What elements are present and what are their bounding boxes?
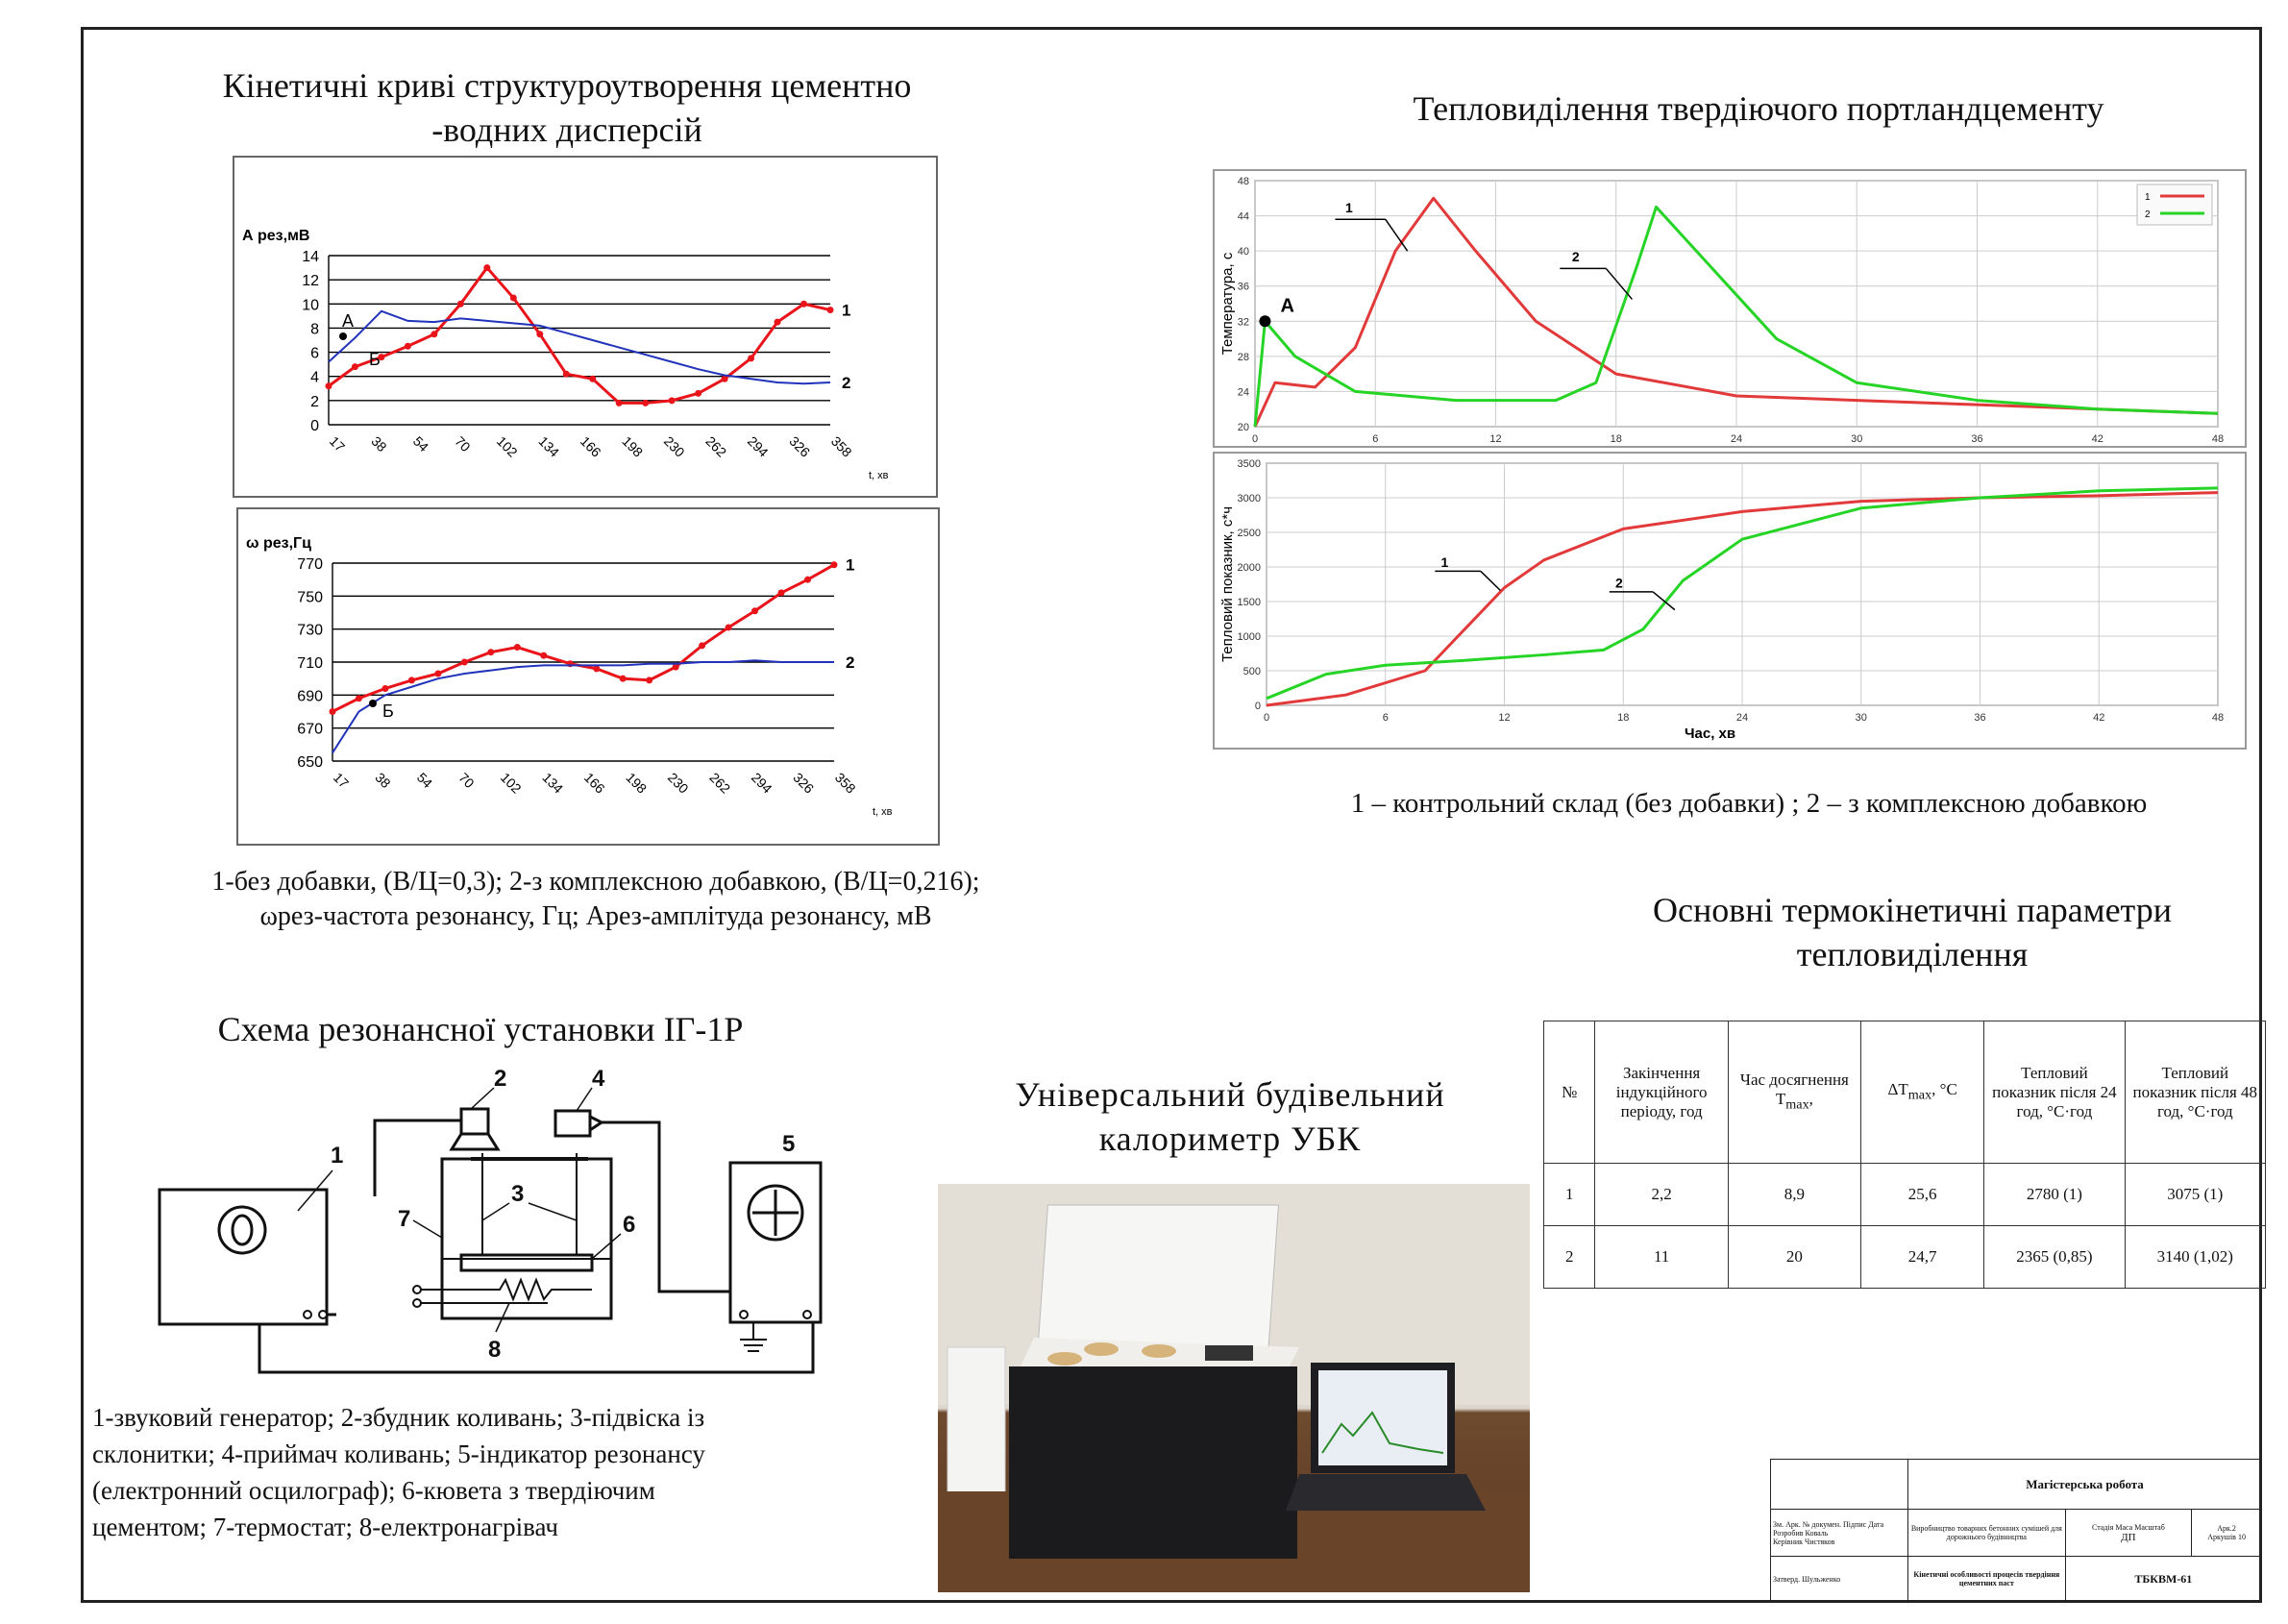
stamp-sheets-cell [2192, 1510, 2262, 1556]
scheme-label: 1 [331, 1143, 344, 1169]
params-cell: 2 [1544, 1226, 1595, 1289]
y-tick-label: 10 [302, 297, 319, 314]
scheme-label: 2 [494, 1067, 507, 1092]
params-header-dt-text: ΔT [1887, 1080, 1908, 1099]
x-tick-label: 12 [1498, 712, 1511, 724]
series-1-point [536, 331, 543, 337]
y-tick-label: 730 [297, 622, 323, 639]
params-cell: 2780 (1) [1984, 1164, 2125, 1226]
vibration-exciter [461, 1109, 488, 1134]
stamp-role: № докумен. [1802, 1519, 1842, 1529]
x-tick-label: 70 [455, 769, 478, 792]
photo-sample [1142, 1344, 1176, 1358]
legend-entry-label: 1 [2145, 192, 2151, 203]
stamp-role: Зм. [1773, 1519, 1784, 1529]
x-tick-label: 0 [1251, 433, 1259, 445]
series-1-point [646, 677, 652, 683]
y-tick-label: 750 [297, 589, 323, 606]
curve-1-label: 1 [1440, 554, 1449, 570]
title-block [1770, 1459, 2262, 1603]
annotation-b: Б [382, 701, 394, 721]
photo-sample [1084, 1342, 1119, 1356]
terminal [319, 1311, 327, 1318]
stamp-sheets-label: Аркушів 10 [2207, 1533, 2246, 1541]
series-1-point [751, 607, 758, 614]
leader-3a [482, 1203, 509, 1220]
scheme-caption-line3: (електронний осцилограф); 6-кювета з твердіючим [92, 1476, 655, 1505]
kinetic-caption-line2: ωрез-частота резонансу, Гц; Арез-амплітуда резонансу, мВ [259, 901, 932, 931]
stamp-approver-cell [1771, 1556, 1908, 1602]
params-cell: 24,7 [1861, 1226, 1984, 1289]
stamp-person-name: Коваль [1805, 1528, 1829, 1538]
stamp-person-role: Розробив [1773, 1528, 1804, 1538]
curve-1-label: 1 [1344, 199, 1353, 215]
title-block-table [1770, 1459, 2262, 1603]
stamp-scale-label: Масштаб [2134, 1522, 2165, 1532]
scheme-caption-line2: склонитки; 4-приймач коливань; 5-індикатор резонансу [92, 1439, 705, 1468]
scheme-label: 5 [782, 1131, 796, 1157]
x-axis-label: t, хв [873, 806, 893, 818]
x-tick-label: 294 [744, 432, 772, 460]
frequency-chart-box [236, 507, 940, 846]
leader-6 [592, 1234, 621, 1259]
y-tick-label: 20 [1237, 422, 1249, 433]
heat-caption: 1 – контрольний склад (без добавки) ; 2 – з комплексною добавкою [1350, 788, 2148, 819]
stamp-work-title: Магістерська робота [1908, 1460, 2262, 1510]
params-header-tmax-time [1728, 1021, 1860, 1164]
x-tick-label: 0 [1263, 712, 1270, 724]
stamp-sheet-label: Арк.2 [2217, 1524, 2236, 1533]
series-1-point [669, 397, 676, 404]
curve-2-label: 2 [1571, 249, 1580, 265]
calorimeter-title-line2: калориметр УБК [1098, 1120, 1362, 1158]
scheme-caption-line4: цементом; 7-термостат; 8-електронагрівач [92, 1513, 558, 1541]
scheme-label: 8 [488, 1337, 502, 1363]
x-tick-label: 6 [1382, 712, 1389, 724]
x-tick-label: 30 [1851, 433, 1863, 445]
series-1-point [408, 677, 415, 683]
series-1-point [726, 624, 732, 630]
kinetic-curves-title [154, 63, 980, 152]
calorimeter-photo [938, 1184, 1530, 1592]
annotation-b-point [369, 700, 377, 707]
params-table [1543, 1021, 2266, 1289]
x-tick-label: 134 [535, 432, 563, 460]
series-1-point [831, 561, 838, 568]
kinetic-title-line2: -водних дисперсій [431, 111, 702, 149]
curve-2-label: 2 [1615, 575, 1623, 591]
calorimeter-photo-illustration [938, 1184, 1530, 1592]
photo-sample [1047, 1352, 1082, 1366]
stamp-topic: Виробництво товарних бетонних сумішей для дорожнього будівництва [1908, 1510, 2066, 1556]
x-tick-label: 24 [1730, 433, 1743, 445]
series-1-point [431, 331, 437, 337]
y-tick-label: 2 [310, 393, 319, 410]
y-tick-label: 36 [1237, 281, 1249, 293]
x-tick-label: 18 [1617, 712, 1630, 724]
params-header-heat24: Тепловий показник після 24 год, °С·год [1984, 1021, 2125, 1164]
x-tick-label: 358 [827, 432, 855, 460]
amplitude-chart [234, 158, 936, 496]
stamp-person-name: Шульженко [1802, 1574, 1841, 1584]
frequency-chart [238, 509, 938, 844]
y-tick-label: 0 [310, 418, 319, 434]
y-axis-label: Тепловий показник, с*ч [1219, 505, 1236, 663]
leader-2 [471, 1088, 494, 1109]
params-header-no: № [1544, 1021, 1595, 1164]
x-tick-label: 54 [413, 769, 436, 792]
scheme-label: 4 [592, 1067, 605, 1092]
heat-index-chart [1215, 454, 2245, 748]
series-1-point [775, 319, 781, 326]
x-tick-label: 12 [1489, 433, 1502, 445]
y-tick-label: 8 [310, 321, 319, 338]
scheme-label: 7 [398, 1206, 411, 1232]
x-tick-label: 48 [2211, 433, 2225, 445]
y-tick-label: 3500 [1237, 458, 1261, 470]
series-1-point [461, 659, 468, 666]
cuvette [461, 1255, 592, 1270]
x-axis-label: t, хв [869, 470, 889, 481]
y-tick-label: 40 [1237, 246, 1249, 258]
series-1-point [616, 400, 623, 406]
params-header-row [1544, 1021, 2266, 1164]
params-header-dtmax [1861, 1021, 1984, 1164]
exciter-cone [452, 1134, 498, 1149]
x-tick-label: 102 [497, 769, 525, 797]
terminal [413, 1286, 421, 1293]
series-1-label: 1 [846, 555, 855, 575]
series-1-point [699, 642, 705, 649]
params-cell: 3075 (1) [2125, 1164, 2265, 1226]
y-tick-label: 24 [1237, 386, 1249, 399]
series-1-point [356, 695, 362, 701]
series-2-label: 2 [846, 653, 855, 672]
x-tick-label: 102 [493, 432, 521, 460]
series-2-label: 2 [842, 374, 851, 392]
params-title-line2: тепловиділення [1796, 935, 2029, 973]
stamp-blank [1771, 1460, 1908, 1510]
series-1-point [695, 390, 701, 397]
legend-entry-label: 2 [2145, 209, 2151, 220]
series-1-point [563, 371, 570, 378]
y-tick-label: 710 [297, 655, 323, 672]
leader-7 [413, 1220, 442, 1238]
scheme-caption [92, 1399, 880, 1545]
leader-4 [577, 1088, 592, 1111]
scheme-caption-line1: 1-звуковий генератор; 2-збудник коливань; 3-підвіска із [92, 1403, 705, 1432]
series-1-point [352, 363, 358, 370]
stamp-person-row [1773, 1529, 1906, 1538]
series-1-point [487, 649, 494, 655]
params-header-dt-sub: max [1907, 1087, 1932, 1103]
x-tick-label: 326 [790, 769, 818, 797]
x-tick-label: 166 [580, 769, 608, 797]
wire-receiver-indicator [602, 1122, 730, 1292]
stamp-person-role: Керівник [1773, 1537, 1804, 1546]
kinetic-caption-line1: 1-без добавки, (В/Ц=0,3); 2-з комплексною добавкою, (В/Ц=0,216); [211, 867, 980, 897]
x-tick-label: 262 [706, 769, 734, 797]
y-tick-label: 48 [1237, 176, 1249, 187]
params-title [1576, 888, 2249, 976]
x-tick-label: 38 [368, 432, 390, 455]
x-tick-label: 17 [330, 769, 353, 792]
heat-title: Тепловиділення твердіючого портландцементу [1413, 89, 2104, 128]
stamp-stage: ДП [2121, 1531, 2136, 1543]
x-tick-label: 134 [539, 769, 567, 797]
series-1-point [381, 685, 388, 692]
x-tick-label: 18 [1610, 433, 1622, 445]
kinetic-title-line1: Кінетичні криві структуроутворення цементно [222, 66, 912, 105]
y-tick-label: 670 [297, 721, 323, 738]
x-tick-label: 326 [786, 432, 814, 460]
x-tick-label: 198 [619, 432, 647, 460]
y-tick-label: 650 [297, 754, 323, 771]
stamp-stage-label: Стадія [2091, 1522, 2114, 1532]
x-tick-label: 230 [660, 432, 688, 460]
y-tick-label: 44 [1237, 210, 1249, 223]
electric-heater [413, 1280, 592, 1299]
params-cell: 25,6 [1861, 1164, 1984, 1226]
series-1-point [589, 376, 596, 382]
stamp-mass-label: Маса [2115, 1522, 2133, 1532]
params-cell: 1 [1544, 1164, 1595, 1226]
x-tick-label: 70 [452, 432, 474, 455]
stamp-stage-cell [2065, 1510, 2192, 1556]
stamp-person-row [1773, 1538, 1906, 1546]
scheme-title: Схема резонансної установки ІГ-1Р [217, 1010, 744, 1048]
y-tick-label: 1000 [1237, 631, 1261, 643]
photo-display [1205, 1345, 1253, 1361]
series-1-line [332, 565, 834, 712]
y-tick-label: 690 [297, 688, 323, 705]
series-1-line [329, 268, 830, 404]
y-axis-label: А рез,мВ [242, 228, 310, 244]
params-header-dt-unit: , °С [1931, 1080, 1957, 1099]
x-tick-label: 6 [1372, 433, 1379, 445]
y-tick-label: 500 [1242, 666, 1261, 677]
annotation-a: A [1280, 295, 1294, 317]
y-tick-label: 0 [1254, 701, 1261, 712]
y-tick-label: 32 [1237, 316, 1249, 329]
series-1-point [800, 301, 807, 308]
sound-generator [160, 1190, 327, 1324]
amplitude-chart-box [233, 156, 938, 498]
y-tick-label: 12 [302, 273, 319, 290]
x-tick-label: 36 [1971, 433, 1983, 445]
x-tick-label: 42 [2093, 712, 2105, 724]
series-1-point [778, 589, 785, 596]
x-tick-label: 42 [2091, 433, 2103, 445]
wire-ground-loop [259, 1322, 813, 1372]
x-tick-label: 38 [372, 769, 394, 792]
stamp-stage-labels [2068, 1523, 2190, 1532]
x-tick-label: 294 [748, 769, 775, 797]
params-cell: 2,2 [1595, 1164, 1728, 1226]
series-1-point [514, 644, 521, 651]
x-tick-label: 24 [1735, 712, 1749, 724]
params-row-2 [1544, 1226, 2266, 1289]
heat-index-chart-box [1213, 452, 2247, 750]
series-1-point [827, 307, 834, 313]
x-tick-label: 48 [2211, 712, 2225, 724]
series-1-point [434, 671, 441, 677]
photo-laptop-base [1286, 1474, 1486, 1511]
params-header-tmax-tail: , [1808, 1090, 1813, 1109]
series-1-label: 1 [842, 301, 851, 320]
y-tick-label: 2500 [1237, 528, 1261, 539]
y-tick-label: 2000 [1237, 562, 1261, 574]
series-1-point [642, 400, 649, 406]
photo-box-body [1009, 1366, 1297, 1559]
params-cell: 11 [1595, 1226, 1728, 1289]
series-2-line [332, 660, 834, 752]
annotation-b: Б [369, 350, 381, 369]
series-1-point [540, 652, 547, 659]
stamp-person-role: Затверд. [1773, 1574, 1801, 1584]
params-cell: 3140 (1,02) [2125, 1226, 2265, 1289]
x-tick-label: 358 [831, 769, 859, 797]
y-tick-label: 4 [310, 369, 319, 386]
stamp-role: Підпис [1843, 1519, 1867, 1529]
series-1-point [483, 264, 490, 271]
annotation-a: А [342, 311, 355, 331]
params-header-tmax-text: Час досягнення Т [1739, 1070, 1849, 1109]
stamp-sheet-title: Кінетичні особливості процесів твердіння цементних паст [1908, 1556, 2066, 1602]
series-1-point [326, 382, 332, 389]
calorimeter-title [961, 1072, 1499, 1161]
series-1-point [405, 343, 411, 350]
y-tick-label: 1500 [1237, 597, 1261, 608]
y-tick-label: 3000 [1237, 493, 1261, 504]
x-tick-label: 262 [702, 432, 730, 460]
resonance-scheme-diagram [144, 1067, 855, 1384]
series-1-point [510, 295, 517, 302]
receiver-tip [590, 1117, 602, 1130]
params-cell: 8,9 [1728, 1164, 1860, 1226]
photo-open-lid [1038, 1205, 1278, 1349]
temperature-chart [1215, 171, 2245, 446]
x-tick-label: 17 [326, 432, 349, 455]
stamp-code: ТБКВМ-61 [2065, 1556, 2261, 1602]
params-cell: 20 [1728, 1226, 1860, 1289]
scheme-label: 6 [623, 1212, 636, 1238]
y-axis-label: Температура, с [1219, 252, 1236, 356]
annotation-a-point [1259, 315, 1270, 327]
x-tick-label: 230 [664, 769, 692, 797]
stamp-role: Дата [1868, 1519, 1884, 1529]
params-title-line1: Основні термокінетичні параметри [1653, 891, 2172, 929]
generator-dial [219, 1207, 265, 1253]
calorimeter-title-line1: Універсальний будівельний [1015, 1075, 1445, 1114]
vibration-receiver [555, 1111, 590, 1136]
series-1-point [804, 577, 811, 583]
temperature-chart-box [1213, 169, 2247, 448]
terminal [304, 1311, 311, 1318]
stamp-person-name: Чистяков [1805, 1537, 1835, 1546]
kinetic-caption [144, 865, 1047, 934]
terminal [740, 1311, 748, 1318]
x-tick-label: 54 [409, 432, 432, 455]
series-1-point [620, 676, 627, 682]
x-tick-label: 198 [623, 769, 651, 797]
params-header-heat48: Тепловий показник після 48 год, °С·год [2125, 1021, 2265, 1164]
generator-dial-inner [233, 1216, 252, 1244]
series-1-point [330, 708, 336, 715]
params-header-induction: Закінчення індукційного періоду, год [1595, 1021, 1728, 1164]
stamp-people [1771, 1510, 1908, 1556]
x-tick-label: 36 [1974, 712, 1986, 724]
x-axis-label: Час, хв [1685, 726, 1736, 742]
leader-3b [529, 1203, 577, 1220]
params-header-tmax-sub: max [1785, 1096, 1809, 1113]
stamp-role: Арк. [1785, 1519, 1801, 1529]
y-tick-label: 6 [310, 345, 319, 362]
terminal [803, 1311, 811, 1318]
y-tick-label: 770 [297, 556, 323, 573]
terminal [413, 1299, 421, 1307]
stamp-roles-row [1773, 1520, 1906, 1529]
params-cell: 2365 (0,85) [1984, 1226, 2125, 1289]
y-axis-label: ω рез,Гц [246, 535, 311, 552]
y-tick-label: 28 [1237, 351, 1249, 363]
series-1-point [748, 355, 754, 361]
x-tick-label: 30 [1855, 712, 1867, 724]
params-row-1 [1544, 1164, 2266, 1226]
annotation-a-point [339, 332, 347, 340]
scheme-label: 3 [511, 1181, 525, 1207]
series-1-point [457, 301, 464, 308]
x-tick-label: 166 [577, 432, 604, 460]
y-tick-label: 14 [302, 249, 319, 265]
